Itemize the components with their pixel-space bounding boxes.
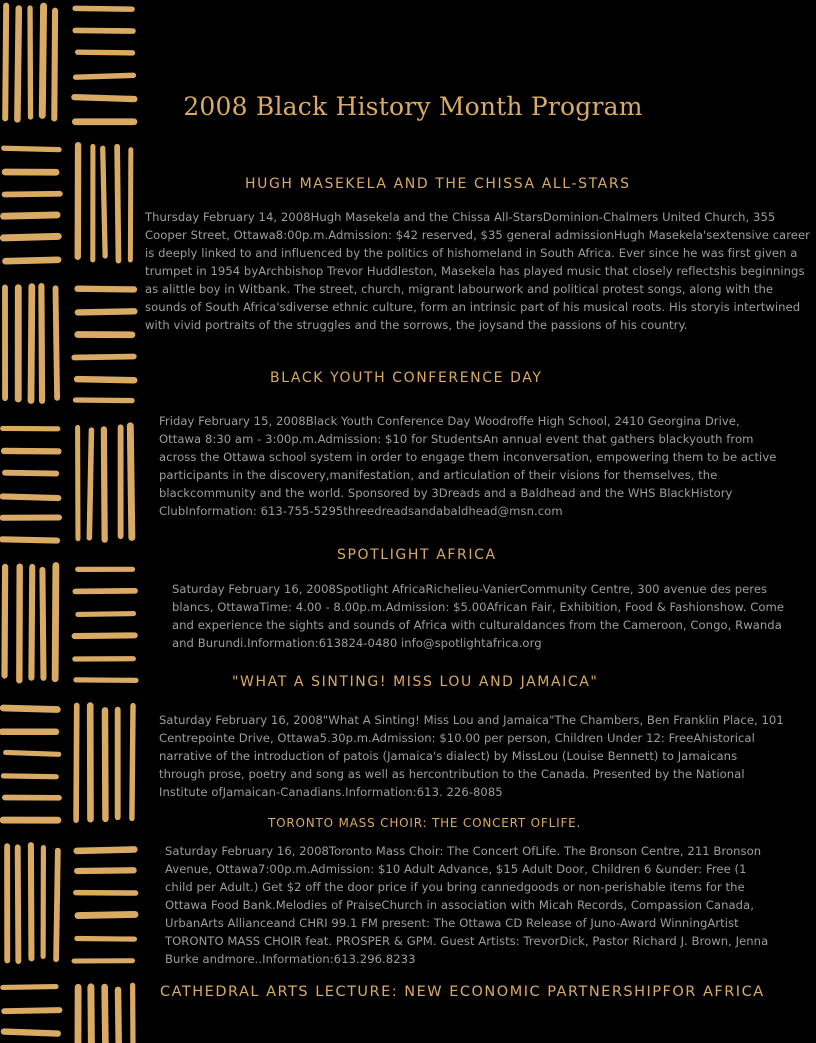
pattern-stroke xyxy=(77,938,135,939)
pattern-stroke xyxy=(31,287,32,401)
pattern-stroke xyxy=(78,614,134,615)
event-heading-spotlight-africa: SPOTLIGHT AFRICA xyxy=(337,547,497,563)
pattern-stroke xyxy=(5,6,6,119)
pattern-stroke xyxy=(117,147,118,261)
event-heading-masekela: HUGH MASEKELA AND THE CHISSA ALL-STARS xyxy=(245,176,631,192)
pattern-stroke xyxy=(75,400,132,401)
pattern-stroke xyxy=(76,75,134,77)
pattern-stroke xyxy=(118,990,119,1043)
event-body-spotlight-africa: Saturday February 16, 2008Spotlight AfricaRichelieu-VanierCommunity Centre, 300 avenue des peres blancs, OttawaTime: 4.00 - 8.00p.m.Admission: $5.00African Fair, Exhibition, Food & Fashionshow. Come and experience the sights and sounds of Africa with culturaldances from the Cameroon, Congo, Rwanda and Burundi.Information:613824-0480 info@spotlightafrica.org xyxy=(172,582,785,650)
pattern-stroke xyxy=(3,776,56,777)
pattern-stroke xyxy=(5,260,58,261)
pattern-stroke xyxy=(77,379,134,380)
pattern-stroke xyxy=(4,1032,58,1034)
pattern-stroke xyxy=(31,567,32,678)
pattern-stroke xyxy=(18,847,19,961)
pattern-stroke xyxy=(74,357,133,358)
pattern-stroke xyxy=(4,215,57,216)
event-body-youth-conference: Friday February 15, 2008Black Youth Conference Day Woodroffe High School, 2410 Georgina Drive, Ottawa 8:30 am - 3:00p.m.Admission: $10 for StudentsAn annual event that gathers blackyouth from across the Ottawa school system in order to engage them inconversation, empowering them to be active participants in the discovery,manifestation, and articulation of their visions for themselves, the blackcommunity and the world. Sponsored by 3Dreads and a Baldhead and the WHS BlackHistory ClubInformation: 613-755-5295threedreadsandabaldhead@msn.com xyxy=(159,414,777,518)
pattern-stroke xyxy=(17,9,18,120)
event-heading-youth-conference: BLACK YOUTH CONFERENCE DAY xyxy=(270,370,543,386)
pattern-stroke xyxy=(75,30,133,31)
pattern-stroke xyxy=(42,6,43,115)
pattern-stroke xyxy=(133,985,134,1043)
pattern-stroke xyxy=(54,11,55,119)
pattern-stroke xyxy=(41,286,42,401)
pattern-stroke xyxy=(130,426,132,538)
event-heading-miss-lou: "WHAT A SINTING! MISS LOU AND JAMAICA" xyxy=(232,674,599,690)
pattern-stroke xyxy=(5,194,60,195)
event-body-masekela: Thursday February 14, 2008Hugh Masekela and the Chissa All-StarsDominion-Chalmers United Church, 355 Cooper Street, Ottawa8:00p.m.Admission: $42 reserved, $35 general admissionHugh Masekela'sextensive career is deeply linked to and influenced by the politics of hishomeland in South Africa. Ever since he was first given a trumpet in 1954 byArchbishop Trevor Huddleston, Masekela has played music that closely reflectshis beginnings as alittle boy in Witbank. The street, church, migrant labourwork and political protest songs, along with the sounds of South Africa'sdiverse ethnic culture, form an intrinsic part of his musical roots. His storyis intertwined with vivid portraits of the struggles and the sorrows, the joysand the passions of his country. xyxy=(145,210,810,332)
pattern-stroke xyxy=(2,539,57,540)
pattern-stroke xyxy=(5,567,6,676)
pattern-stroke xyxy=(42,570,43,678)
pattern-stroke xyxy=(77,849,135,850)
pattern-stroke xyxy=(78,311,134,312)
event-heading-mass-choir: TORONTO MASS CHOIR: THE CONCERT OFLIFE. xyxy=(268,816,582,830)
decorative-pattern xyxy=(0,0,150,1043)
pattern-stroke xyxy=(3,236,58,237)
page-title: 2008 Black History Month Program xyxy=(183,92,643,121)
pattern-stroke xyxy=(6,752,59,754)
pattern-stroke xyxy=(3,708,57,710)
pattern-stroke xyxy=(4,148,59,149)
pattern-stroke xyxy=(31,845,32,958)
pattern-stroke xyxy=(3,496,59,498)
pattern-stroke xyxy=(75,635,135,636)
pattern-stroke xyxy=(105,987,106,1043)
pattern-stroke xyxy=(56,288,58,398)
pattern-stroke xyxy=(74,97,134,99)
pattern-stroke xyxy=(75,591,135,592)
pattern-stroke xyxy=(4,1010,59,1011)
pattern-stroke xyxy=(104,429,105,539)
pattern-stroke xyxy=(76,705,77,820)
pattern-stroke xyxy=(78,289,134,290)
event-body-miss-lou: Saturday February 16, 2008"What A Sinting! Miss Lou and Jamaica"The Chambers, Ben Franklin Place, 101 Centrepointe Drive, Ottawa5.30p.m.Admission: $10.00 per person, Children Under 12: FreeAhistorical narrative of the introduction of patois (Jamaica's dialect) by MissLou (Louise Bennett) to Jamaicans through prose, poetry and song as well as hercontribution to the Canada. Presented by the National Institute ofJamaican-Canadians.Information:613. 226-8085 xyxy=(159,713,784,799)
pattern-stroke xyxy=(3,987,56,988)
pattern-stroke xyxy=(55,566,56,679)
pattern-stroke xyxy=(75,8,132,9)
pattern-stroke xyxy=(91,987,92,1043)
pattern-stroke xyxy=(132,706,133,819)
pattern-stroke xyxy=(78,914,135,915)
pattern-stroke xyxy=(78,52,133,53)
pattern-stroke xyxy=(5,473,56,474)
event-heading-cathedral-arts: CATHEDRAL ARTS LECTURE: NEW ECONOMIC PARTNERSHIPFOR AFRICA xyxy=(160,984,765,1000)
pattern-stroke xyxy=(89,430,91,538)
event-body-mass-choir: Saturday February 16, 2008Toronto Mass Choir: The Concert OfLife. The Bronson Centre, 211 Bronson Avenue, Ottawa7:00p.m.Admission: $10 Adult Advance, $15 Adult Door, Children 6 &under: Free (1 child per Adult.) Get $2 off the door price if you bring cannedgoods or non-perishable items for the Ottawa Food Bank.Melodies of PraiseChurch in association with Micah Records, Compassion Canada, UrbanArts Allianceand CHRI 99.1 FM present: The Ottawa CD Release of Juno-Award WinningArtist TORONTO MASS CHOIR feat. PROSPER & GPM. Guest Artists: TrevorDick, Pastor Richard J. Brown, Jenna Burke andmore..Information:613.296.8233 xyxy=(165,844,769,966)
pattern-stroke xyxy=(103,148,105,256)
pattern-stroke xyxy=(56,851,58,960)
pattern-stroke xyxy=(77,870,133,871)
